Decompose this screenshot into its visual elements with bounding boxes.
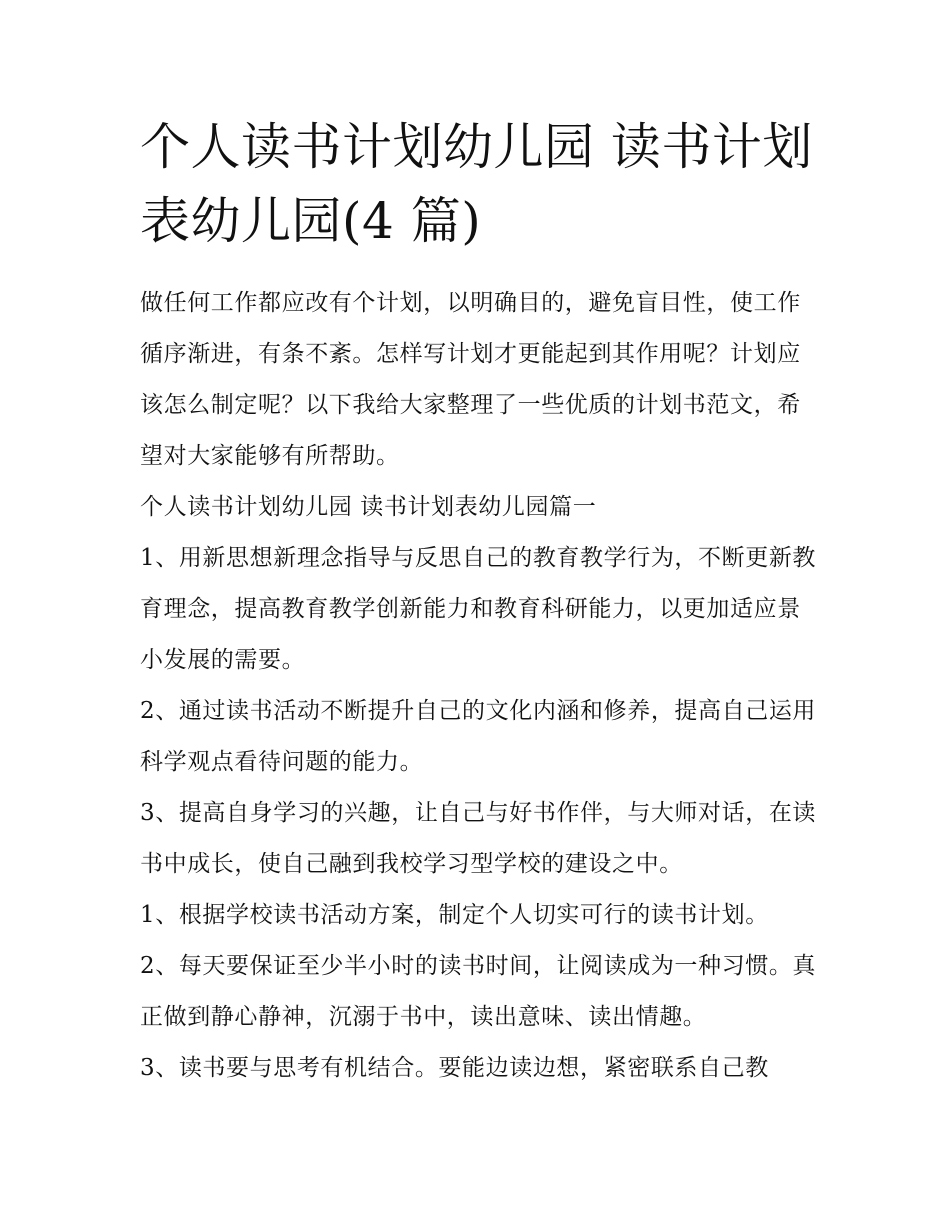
section-heading: 个人读书计划幼儿园 读书计划表幼儿园篇一 bbox=[140, 494, 597, 520]
measure-item-3: 3、读书要与思考有机结合。要能边读边想，紧密联系自己教 bbox=[140, 1055, 769, 1081]
goal-item-2: 2、通过读书活动不断提升自己的文化内涵和修养，提高自己运用科学观点看待问题的能力。 bbox=[140, 698, 817, 775]
title-line-2: 表幼儿园(4 篇) bbox=[140, 192, 482, 250]
title-line-1: 个人读书计划幼儿园 读书计划 bbox=[140, 118, 813, 176]
goal-item-1: 1、用新思想新理念指导与反思自己的教育教学行为，不断更新教育理念，提高教育教学创新能力和教育科研能力，以更加适应景小发展的需要。 bbox=[140, 545, 817, 673]
measure-item-2: 2、每天要保证至少半小时的读书时间，让阅读成为一种习惯。真正做到静心静神，沉溺于书中，读出意味、读出情趣。 bbox=[140, 953, 817, 1030]
intro-paragraph: 做任何工作都应改有个计划，以明确目的，避免盲目性，使工作循序渐进，有条不紊。怎样写计划才更能起到其作用呢？计划应该怎么制定呢？以下我给大家整理了一些优质的计划书范文，希望对大家能够有所帮助。 bbox=[140, 290, 801, 469]
document-body bbox=[140, 278, 820, 1094]
measure-item-1: 1、根据学校读书活动方案，制定个人切实可行的读书计划。 bbox=[140, 902, 769, 928]
goal-item-3: 3、提高自身学习的兴趣，让自己与好书作伴，与大师对话，在读书中成长，使自己融到我校学习型学校的建设之中。 bbox=[140, 800, 817, 877]
document-title bbox=[140, 110, 820, 258]
